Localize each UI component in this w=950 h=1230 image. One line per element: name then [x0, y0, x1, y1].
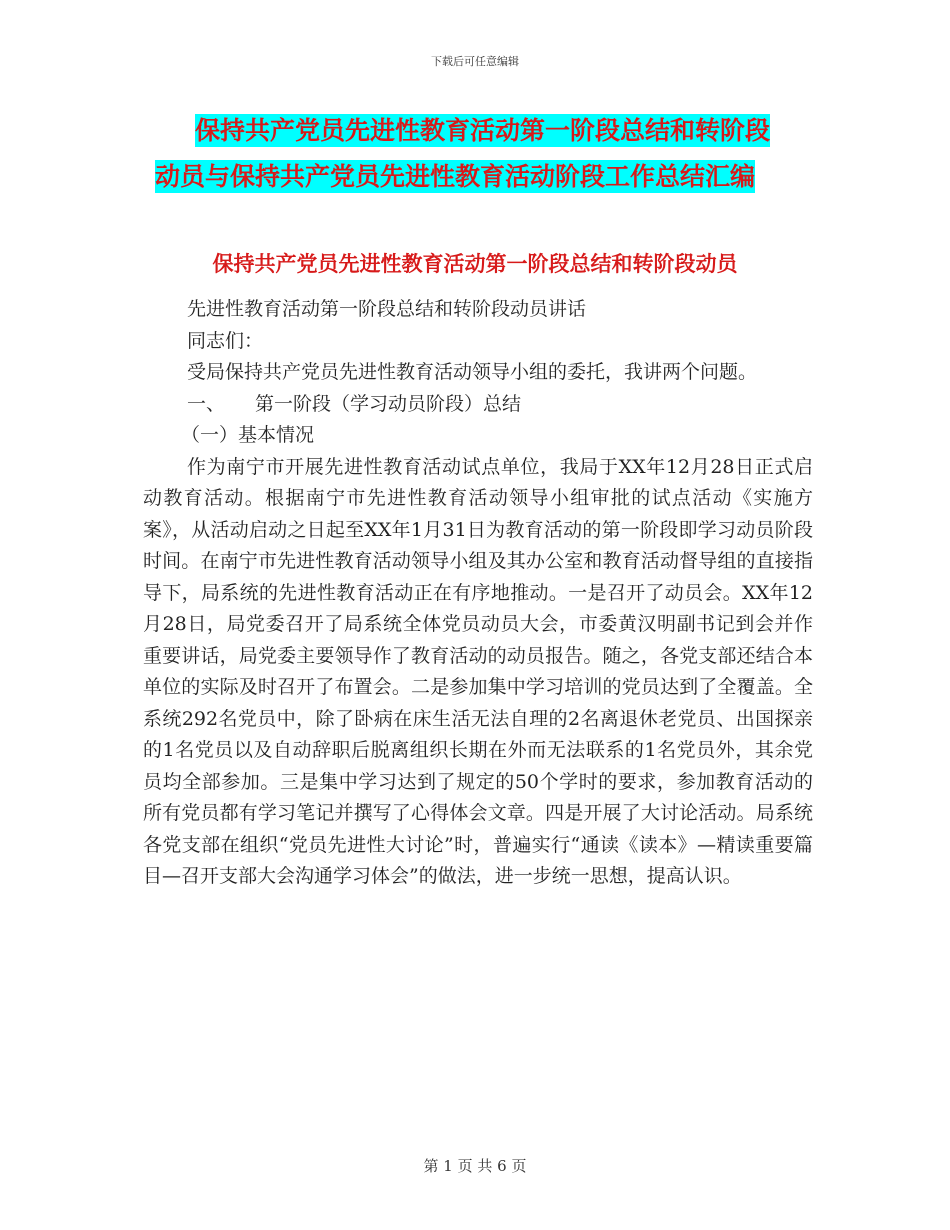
section-title: 保持共产党员先进性教育活动第一阶段总结和转阶段动员 [212, 252, 738, 276]
heading-1-text: 第一阶段（学习动员阶段）总结 [255, 392, 522, 415]
title-line-1: 保持共产党员先进性教育活动第一阶段总结和转阶段 [195, 116, 771, 145]
page-footer: 第 1 页 共 6 页 [423, 1157, 527, 1175]
title-line-2: 动员与保持共产党员先进性教育活动阶段工作总结汇编 [155, 162, 756, 191]
document-body [143, 294, 813, 893]
header-note: 下载后可任意编辑 [431, 55, 519, 68]
heading-1 [143, 389, 813, 421]
speech-title: 先进性教育活动第一阶段总结和转阶段动员讲话 [187, 298, 587, 320]
heading-1-number: 一、 [187, 392, 226, 415]
document-title [155, 108, 805, 200]
salutation: 同志们： [187, 329, 264, 352]
body-paragraph: 作为南宁市开展先进性教育活动试点单位，我局于XX年12月28日正式启动教育活动。根据南宁市先进性教育活动领导小组审批的试点活动《实施方案》，从活动启动之日起至XX年1月31日为教育活动的第一阶段即学习动员阶段时间。在南宁市先进性教育活动领导小组及其办公室和教育活动督导组的直接指导下，局系统的先进性教育活动正在有序地推动。一是召开了动员会。XX年12月28日，局党委召开了局系统全体党员动员大会，市委黄汉明副书记到会并作重要讲话，局党委主要领导作了教育活动的动员报告。随之，各党支部还结合本单位的实际及时召开了布置会。二是参加集中学习培训的党员达到了全覆盖。全系统292名党员中，除了卧病在床生活无法自理的2名离退休老党员、出国探亲的1名党员以及自动辞职后脱离组织长期在外而无法联系的1名党员外，其余党员均全部参加。三是集中学习达到了规定的50个学时的要求，参加教育活动的所有党员都有学习笔记并撰写了心得体会文章。四是开展了大讨论活动。局系统各党支部在组织“党员先进性大讨论”时，普遍实行“通读《读本》—精读重要篇目—召开支部大会沟通学习体会”的做法，进一步统一思想，提高认识。 [143, 455, 813, 887]
intro-paragraph: 受局保持共产党员先进性教育活动领导小组的委托，我讲两个问题。 [187, 361, 758, 383]
subheading: （一）基本情况 [181, 424, 315, 446]
